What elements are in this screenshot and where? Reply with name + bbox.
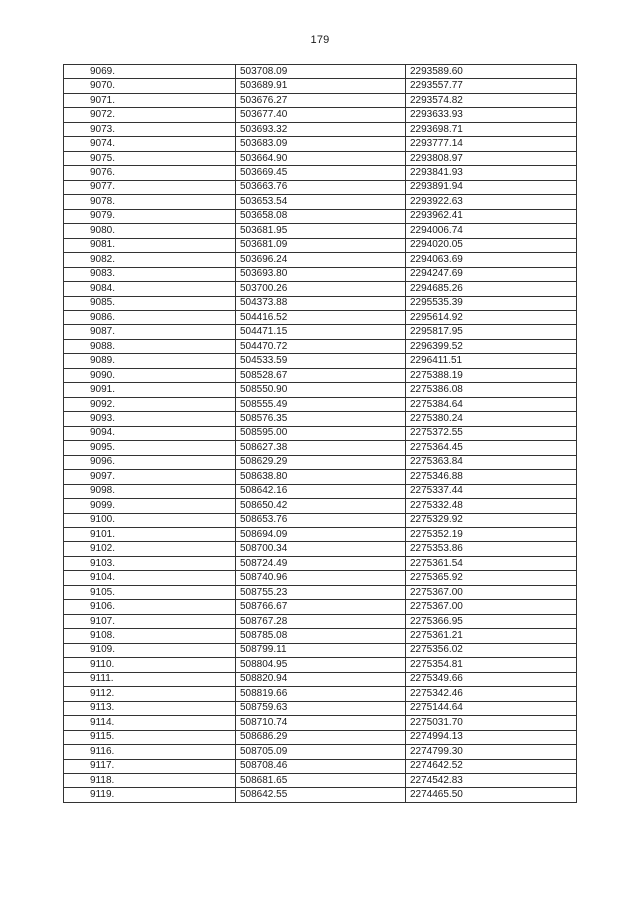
table-row [64,79,577,93]
y-coordinate-cell: 2296411.51 [406,354,577,368]
y-coordinate-cell: 2275349.66 [406,672,577,686]
x-coordinate-cell: 503683.09 [236,137,406,151]
point-number-cell: 9111. [64,672,236,686]
x-coordinate-cell: 508820.94 [236,672,406,686]
table-row [64,282,577,296]
x-coordinate-cell: 508528.67 [236,368,406,382]
point-number-cell: 9102. [64,542,236,556]
table-row [64,65,577,79]
table-row [64,180,577,194]
table-row [64,513,577,527]
y-coordinate-cell: 2293589.60 [406,65,577,79]
y-coordinate-cell: 2293698.71 [406,122,577,136]
point-number-cell: 9108. [64,629,236,643]
y-coordinate-cell: 2275031.70 [406,716,577,730]
y-coordinate-cell: 2275337.44 [406,484,577,498]
point-number-cell: 9077. [64,180,236,194]
table-row [64,629,577,643]
table-row [64,368,577,382]
x-coordinate-cell: 508642.16 [236,484,406,498]
page-number: 179 [310,34,330,46]
y-coordinate-cell: 2293841.93 [406,166,577,180]
table-row [64,354,577,368]
table-row [64,773,577,787]
x-coordinate-cell: 508550.90 [236,383,406,397]
point-number-cell: 9074. [64,137,236,151]
y-coordinate-cell: 2295817.95 [406,325,577,339]
x-coordinate-cell: 508700.34 [236,542,406,556]
table-row [64,788,577,802]
x-coordinate-cell: 503693.80 [236,267,406,281]
table-row [64,108,577,122]
point-number-cell: 9083. [64,267,236,281]
x-coordinate-cell: 508595.00 [236,426,406,440]
x-coordinate-cell: 503664.90 [236,151,406,165]
table-row [64,238,577,252]
table-row [64,528,577,542]
y-coordinate-cell: 2293891.94 [406,180,577,194]
x-coordinate-cell: 503700.26 [236,282,406,296]
y-coordinate-cell: 2275366.95 [406,614,577,628]
point-number-cell: 9090. [64,368,236,382]
table-row [64,426,577,440]
table-row [64,195,577,209]
x-coordinate-cell: 508576.35 [236,412,406,426]
coordinates-table-body [64,65,577,803]
x-coordinate-cell: 508555.49 [236,397,406,411]
table-row [64,672,577,686]
point-number-cell: 9109. [64,643,236,657]
point-number-cell: 9095. [64,441,236,455]
y-coordinate-cell: 2293574.82 [406,93,577,107]
table-row [64,339,577,353]
x-coordinate-cell: 503653.54 [236,195,406,209]
x-coordinate-cell: 508740.96 [236,571,406,585]
y-coordinate-cell: 2295614.92 [406,310,577,324]
x-coordinate-cell: 504416.52 [236,310,406,324]
point-number-cell: 9099. [64,499,236,513]
point-number-cell: 9075. [64,151,236,165]
y-coordinate-cell: 2275388.19 [406,368,577,382]
x-coordinate-cell: 503693.32 [236,122,406,136]
table-row [64,759,577,773]
point-number-cell: 9094. [64,426,236,440]
point-number-cell: 9117. [64,759,236,773]
x-coordinate-cell: 508804.95 [236,658,406,672]
y-coordinate-cell: 2294247.69 [406,267,577,281]
table-row [64,585,577,599]
y-coordinate-cell: 2294020.05 [406,238,577,252]
y-coordinate-cell: 2275352.19 [406,528,577,542]
table-row [64,412,577,426]
x-coordinate-cell: 508638.80 [236,470,406,484]
table-row [64,614,577,628]
x-coordinate-cell: 508724.49 [236,556,406,570]
point-number-cell: 9071. [64,93,236,107]
y-coordinate-cell: 2275363.84 [406,455,577,469]
point-number-cell: 9076. [64,166,236,180]
x-coordinate-cell: 503681.09 [236,238,406,252]
x-coordinate-cell: 503663.76 [236,180,406,194]
point-number-cell: 9091. [64,383,236,397]
y-coordinate-cell: 2275356.02 [406,643,577,657]
x-coordinate-cell: 503696.24 [236,253,406,267]
x-coordinate-cell: 508799.11 [236,643,406,657]
point-number-cell: 9103. [64,556,236,570]
table-row [64,441,577,455]
point-number-cell: 9079. [64,209,236,223]
y-coordinate-cell: 2293557.77 [406,79,577,93]
y-coordinate-cell: 2293808.97 [406,151,577,165]
table-row [64,151,577,165]
table-row [64,310,577,324]
point-number-cell: 9097. [64,470,236,484]
point-number-cell: 9101. [64,528,236,542]
x-coordinate-cell: 504470.72 [236,339,406,353]
point-number-cell: 9096. [64,455,236,469]
table-row [64,571,577,585]
y-coordinate-cell: 2293777.14 [406,137,577,151]
table-row [64,716,577,730]
y-coordinate-cell: 2274994.13 [406,730,577,744]
y-coordinate-cell: 2294006.74 [406,224,577,238]
point-number-cell: 9088. [64,339,236,353]
table-row [64,745,577,759]
point-number-cell: 9113. [64,701,236,715]
table-row [64,470,577,484]
point-number-cell: 9112. [64,687,236,701]
y-coordinate-cell: 2274542.83 [406,773,577,787]
table-row [64,166,577,180]
y-coordinate-cell: 2274799.30 [406,745,577,759]
x-coordinate-cell: 503677.40 [236,108,406,122]
y-coordinate-cell: 2294685.26 [406,282,577,296]
x-coordinate-cell: 503689.91 [236,79,406,93]
y-coordinate-cell: 2295535.39 [406,296,577,310]
table-row [64,325,577,339]
x-coordinate-cell: 508629.29 [236,455,406,469]
table-row [64,484,577,498]
table-row [64,600,577,614]
table-row [64,687,577,701]
point-number-cell: 9085. [64,296,236,310]
y-coordinate-cell: 2294063.69 [406,253,577,267]
x-coordinate-cell: 508759.63 [236,701,406,715]
table-row [64,137,577,151]
point-number-cell: 9084. [64,282,236,296]
x-coordinate-cell: 508708.46 [236,759,406,773]
point-number-cell: 9116. [64,745,236,759]
point-number-cell: 9078. [64,195,236,209]
y-coordinate-cell: 2274642.52 [406,759,577,773]
point-number-cell: 9100. [64,513,236,527]
point-number-cell: 9107. [64,614,236,628]
x-coordinate-cell: 508710.74 [236,716,406,730]
point-number-cell: 9089. [64,354,236,368]
point-number-cell: 9119. [64,788,236,802]
table-row [64,397,577,411]
y-coordinate-cell: 2275353.86 [406,542,577,556]
x-coordinate-cell: 508705.09 [236,745,406,759]
y-coordinate-cell: 2275144.64 [406,701,577,715]
table-row [64,542,577,556]
y-coordinate-cell: 2275361.54 [406,556,577,570]
table-row [64,209,577,223]
x-coordinate-cell: 508642.55 [236,788,406,802]
point-number-cell: 9093. [64,412,236,426]
y-coordinate-cell: 2275365.92 [406,571,577,585]
y-coordinate-cell: 2293962.41 [406,209,577,223]
table-row [64,499,577,513]
table-row [64,122,577,136]
point-number-cell: 9115. [64,730,236,744]
x-coordinate-cell: 504373.88 [236,296,406,310]
x-coordinate-cell: 508785.08 [236,629,406,643]
x-coordinate-cell: 508766.67 [236,600,406,614]
point-number-cell: 9086. [64,310,236,324]
table-row [64,267,577,281]
y-coordinate-cell: 2293633.93 [406,108,577,122]
coordinates-table [63,64,577,803]
x-coordinate-cell: 503708.09 [236,65,406,79]
table-row [64,643,577,657]
point-number-cell: 9081. [64,238,236,252]
point-number-cell: 9092. [64,397,236,411]
point-number-cell: 9104. [64,571,236,585]
table-row [64,455,577,469]
point-number-cell: 9110. [64,658,236,672]
x-coordinate-cell: 508694.09 [236,528,406,542]
y-coordinate-cell: 2275384.64 [406,397,577,411]
point-number-cell: 9073. [64,122,236,136]
y-coordinate-cell: 2296399.52 [406,339,577,353]
y-coordinate-cell: 2275342.46 [406,687,577,701]
point-number-cell: 9118. [64,773,236,787]
y-coordinate-cell: 2275329.92 [406,513,577,527]
x-coordinate-cell: 508686.29 [236,730,406,744]
y-coordinate-cell: 2275386.08 [406,383,577,397]
y-coordinate-cell: 2275332.48 [406,499,577,513]
y-coordinate-cell: 2275364.45 [406,441,577,455]
x-coordinate-cell: 508627.38 [236,441,406,455]
table-row [64,556,577,570]
x-coordinate-cell: 504533.59 [236,354,406,368]
x-coordinate-cell: 503676.27 [236,93,406,107]
point-number-cell: 9106. [64,600,236,614]
x-coordinate-cell: 508819.66 [236,687,406,701]
point-number-cell: 9087. [64,325,236,339]
table-row [64,224,577,238]
table-row [64,701,577,715]
x-coordinate-cell: 503658.08 [236,209,406,223]
y-coordinate-cell: 2275361.21 [406,629,577,643]
x-coordinate-cell: 508681.65 [236,773,406,787]
point-number-cell: 9114. [64,716,236,730]
table-row [64,296,577,310]
point-number-cell: 9105. [64,585,236,599]
table-row [64,93,577,107]
point-number-cell: 9098. [64,484,236,498]
x-coordinate-cell: 503681.95 [236,224,406,238]
table-row [64,658,577,672]
table-row [64,253,577,267]
y-coordinate-cell: 2275372.55 [406,426,577,440]
table-row [64,730,577,744]
point-number-cell: 9072. [64,108,236,122]
x-coordinate-cell: 508650.42 [236,499,406,513]
y-coordinate-cell: 2275346.88 [406,470,577,484]
x-coordinate-cell: 508755.23 [236,585,406,599]
point-number-cell: 9069. [64,65,236,79]
x-coordinate-cell: 508767.28 [236,614,406,628]
point-number-cell: 9070. [64,79,236,93]
point-number-cell: 9080. [64,224,236,238]
point-number-cell: 9082. [64,253,236,267]
y-coordinate-cell: 2275367.00 [406,585,577,599]
y-coordinate-cell: 2275354.81 [406,658,577,672]
y-coordinate-cell: 2275380.24 [406,412,577,426]
y-coordinate-cell: 2293922.63 [406,195,577,209]
x-coordinate-cell: 504471.15 [236,325,406,339]
table-row [64,383,577,397]
x-coordinate-cell: 503669.45 [236,166,406,180]
y-coordinate-cell: 2274465.50 [406,788,577,802]
y-coordinate-cell: 2275367.00 [406,600,577,614]
x-coordinate-cell: 508653.76 [236,513,406,527]
